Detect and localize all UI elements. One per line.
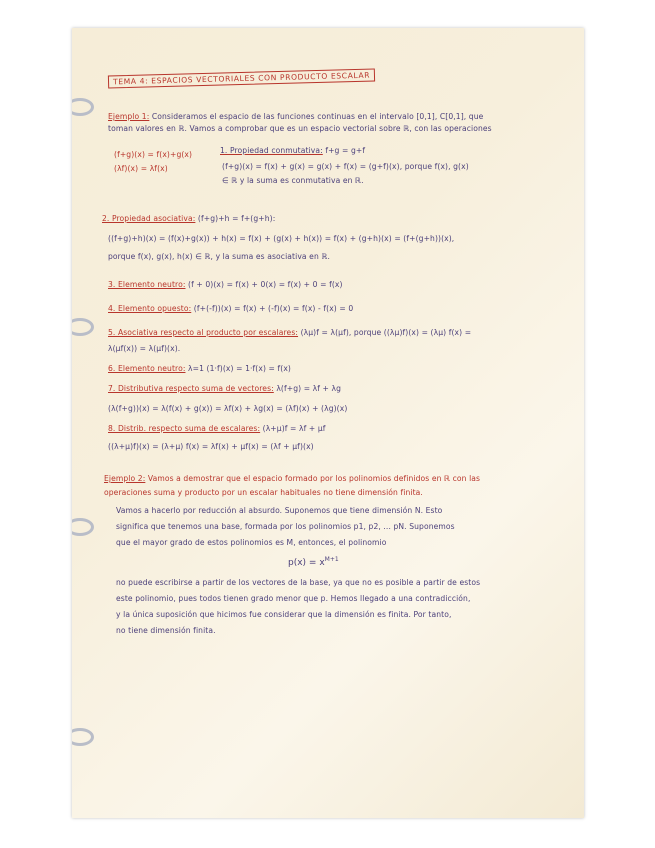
ejemplo1-heading: Ejemplo 1:	[108, 112, 150, 121]
prop5-line2: λ(μf(x)) = λ(μf)(x).	[108, 344, 181, 353]
operation-sum: (f+g)(x) = f(x)+g(x)	[114, 150, 193, 159]
prop8-line1: 8. Distrib. respecto suma de escalares: (λ+μ)f = λf + μf	[108, 424, 326, 433]
operation-scalar: (λf)(x) = λf(x)	[114, 164, 168, 173]
ejemplo2-heading: Ejemplo 2:	[104, 474, 146, 483]
ejemplo2-line6: no puede escribirse a partir de los vectores de la base, ya que no es posible a partir de estos	[116, 578, 481, 587]
binder-ring-icon	[72, 518, 94, 536]
prop8-line2: ((λ+μ)f)(x) = (λ+μ) f(x) = λf(x) + μf(x) = (λf + μf)(x)	[108, 442, 314, 451]
ejemplo2-line5: que el mayor grado de estos polinomios es M, entonces, el polinomio	[116, 538, 387, 547]
prop7-heading: 7. Distributiva respecto suma de vectores:	[108, 384, 274, 393]
prop7-line2: (λ(f+g))(x) = λ(f(x) + g(x)) = λf(x) + λg(x) = (λf)(x) + (λg)(x)	[108, 404, 348, 413]
polynomial-formula: $p(x) = x^{M+1}$	[288, 556, 339, 568]
ejemplo2-line9: no tiene dimensión finita.	[116, 626, 216, 635]
prop1-heading: 1. Propiedad conmutativa:	[220, 146, 323, 155]
prop6-heading: 6. Elemento neutro:	[108, 364, 186, 373]
prop2-line1: 2. Propiedad asociativa: (f+g)+h = f+(g+h):	[102, 214, 276, 223]
prop8-heading: 8. Distrib. respecto suma de escalares:	[108, 424, 261, 433]
ejemplo2-line2: operaciones suma y producto por un escalar habituales no tiene dimensión finita.	[104, 488, 423, 497]
prop4-line1: 4. Elemento opuesto: (f+(-f))(x) = f(x) + (-f)(x) = f(x) - f(x) = 0	[108, 304, 354, 313]
prop5-line1: 5. Asociativa respecto al producto por escalares: (λμ)f = λ(μf), porque ((λμ)f)(x) = (λμ) f(x) =	[108, 328, 472, 337]
ejemplo1-line2: toman valores en ℝ. Vamos a comprobar que es un espacio vectorial sobre ℝ, con las operaciones	[108, 124, 492, 133]
ejemplo2-line4: significa que tenemos una base, formada por los polinomios p1, p2, ... pN. Suponemos	[116, 522, 455, 531]
prop1-line2: (f+g)(x) = f(x) + g(x) = g(x) + f(x) = (g+f)(x), porque f(x), g(x)	[222, 162, 469, 171]
binder-ring-icon	[72, 98, 94, 116]
page-title: TEMA 4: ESPACIOS VECTORIALES CON PRODUCTO ESCALAR	[108, 69, 375, 89]
ejemplo2-line3: Vamos a hacerlo por reducción al absurdo. Suponemos que tiene dimensión N. Esto	[116, 506, 443, 515]
prop3-line1: 3. Elemento neutro: (f + 0)(x) = f(x) + 0(x) = f(x) + 0 = f(x)	[108, 280, 343, 289]
notebook-page	[72, 28, 584, 818]
prop3-heading: 3. Elemento neutro:	[108, 280, 186, 289]
prop5-heading: 5. Asociativa respecto al producto por escalares:	[108, 328, 299, 337]
ejemplo1-line1: Ejemplo 1: Consideramos el espacio de las funciones continuas en el intervalo [0,1], C[0,1], que	[108, 112, 484, 121]
ejemplo2-line8: y la única suposición que hicimos fue considerar que la dimensión es finita. Por tanto,	[116, 610, 452, 619]
prop2-line3: porque f(x), g(x), h(x) ∈ ℝ, y la suma es asociativa en ℝ.	[108, 252, 331, 261]
prop1-line1: 1. Propiedad conmutativa: f+g = g+f	[220, 146, 366, 155]
ejemplo2-line7: este polinomio, pues todos tienen grado menor que p. Hemos llegado a una contradicción,	[116, 594, 471, 603]
prop2-line2: ((f+g)+h)(x) = (f(x)+g(x)) + h(x) = f(x) + (g(x) + h(x)) = f(x) + (g+h)(x) = (f+(g+h))(x),	[108, 234, 455, 243]
prop6-line1: 6. Elemento neutro: λ=1 (1·f)(x) = 1·f(x) = f(x)	[108, 364, 291, 373]
prop1-line3: ∈ ℝ y la suma es conmutativa en ℝ.	[222, 176, 364, 185]
ejemplo2-line1: Ejemplo 2: Vamos a demostrar que el espacio formado por los polinomios definidos en ℝ con las	[104, 474, 481, 483]
prop7-line1: 7. Distributiva respecto suma de vectores: λ(f+g) = λf + λg	[108, 384, 342, 393]
prop4-heading: 4. Elemento opuesto:	[108, 304, 192, 313]
binder-ring-icon	[72, 318, 94, 336]
prop2-heading: 2. Propiedad asociativa:	[102, 214, 196, 223]
binder-ring-icon	[72, 728, 94, 746]
